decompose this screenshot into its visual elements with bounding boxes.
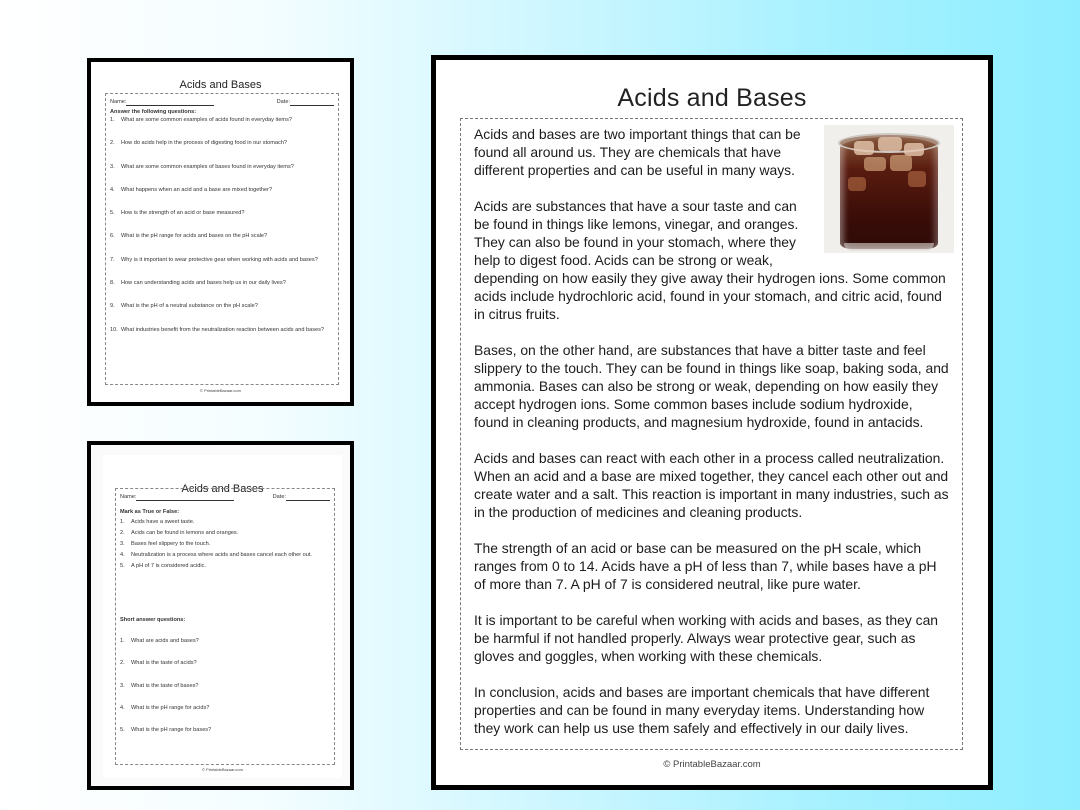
list-item: 2. How do acids help in the process of digesting food in our stomach? [110,140,288,147]
short-answer-heading: Short answer questions: [120,617,186,623]
list-item: 9. What is the pH of a neutral substance on the pH scale? [110,303,258,310]
paragraph: It is important to be careful when working with acids and bases, as they can be harmful if not handled properly. Always wear protective gear, such as gloves and goggles, when working with these chemicals. [474,612,939,664]
worksheet-sheet [103,455,342,778]
worksheet-title: Acids and Bases [181,483,264,495]
true-false-heading: Mark as True or False: [120,509,180,515]
list-item: 5. What is the pH range for bases? [120,727,212,734]
paragraph: Acids and bases are two important things that can be found all around us. They are chemicals that have different properties and can be useful in many ways. [474,126,801,178]
paragraph: Acids and bases can react with each other in a process called neutralization. When an acid and a base are mixed together, they cancel each other out and create water and a salt. This reaction is important in many industries, such as in the production of medicines and cleaning products. [474,450,949,520]
list-item: 2. What is the taste of acids? [120,660,197,667]
paragraph: In conclusion, acids and bases are important chemicals that have different properties and can be found in many everyday items. Understanding how they work can help us use them safely and effectively in our daily lives. [474,684,930,736]
copyright-footer: © PrintableBazaar.com [202,767,243,772]
question-list [106,117,338,349]
list-item: 5. How is the strength of an acid or base measured? [110,210,245,217]
instructions: Answer the following questions: [110,109,197,115]
paragraph: The strength of an acid or base can be measured on the pH scale, which ranges from 0 to 14. Acids have a pH of less than 7, while bases have a pH of more than 7. A pH of 7 is considered neutral, like pure water. [474,540,937,592]
worksheet-title: Acids and Bases [179,79,262,91]
name-date-row [106,94,338,106]
name-label: Name: [110,99,127,105]
list-item: 4. Neutralization is a process where acids and bases cancel each other out. [120,552,312,558]
worksheet-content-box [115,488,335,765]
date-label: Date: [272,494,286,500]
paragraph: Bases, on the other hand, are substances that have a bitter taste and feel slippery to the touch. They can be found in things like soap, baking soda, and ammonia. Bases can also be strong or weak, depending on how easily they accept hydrogen ions. Some common bases include sodium hydroxide, found in cleaning products, and magnesium hydroxide, found in antacids. [474,342,949,430]
list-item: 6. What is the pH range for acids and bases on the pH scale? [110,233,268,240]
list-item: 4. What happens when an acid and a base are mixed together? [110,186,273,193]
page-title: Acids and Bases [617,84,807,112]
list-item: 3. What are some common examples of bases found in everyday items? [110,163,294,170]
short-answer-list [116,638,334,749]
list-item: 1. Acids have a sweet taste. [120,519,195,525]
list-item: 8. How can understanding acids and bases help us in our daily lives? [110,280,286,287]
list-item: 5. A pH of 7 is considered acidic. [120,563,206,569]
list-item: 4. What is the pH range for acids? [120,704,210,711]
passage-text [474,125,950,755]
list-item: 1. What are some common examples of acids found in everyday items? [110,117,292,123]
true-false-list [116,519,334,574]
list-item: 3. Bases feel slippery to the touch. [120,541,211,547]
name-date-row [116,489,334,501]
worksheet-true-false-preview [87,441,354,790]
cola-glass-image [824,125,954,253]
name-label: Name: [120,494,137,500]
worksheet-content-box [105,93,339,385]
list-item: 1. What are acids and bases? [120,638,199,644]
paragraph: Acids are substances that have a sour taste and can be found in things like lemons, vinegar, and oranges. They can also be found in your stomach, where they help to digest food. Acids can be strong or weak, depending on how easily they give away their hydrogen ions. Some common acids include hydrochloric acid, found in your stomach, and citric acid, found in citrus fruits. [474,198,946,322]
copyright-footer: © PrintableBazaar.com [663,759,761,770]
date-label: Date: [276,99,290,105]
list-item: 3. What is the taste of bases? [120,682,199,689]
passage-box [460,118,963,750]
list-item: 10. What industries benefit from the neutralization reaction between acids and bases? [110,326,325,333]
list-item: 2. Acids can be found in lemons and oranges. [120,530,239,536]
reading-passage-page [431,55,993,790]
copyright-footer: © PrintableBazaar.com [200,388,241,393]
worksheet-questions-preview [87,58,354,406]
list-item: 7. Why is it important to wear protective gear when working with acids and bases? [110,256,318,263]
